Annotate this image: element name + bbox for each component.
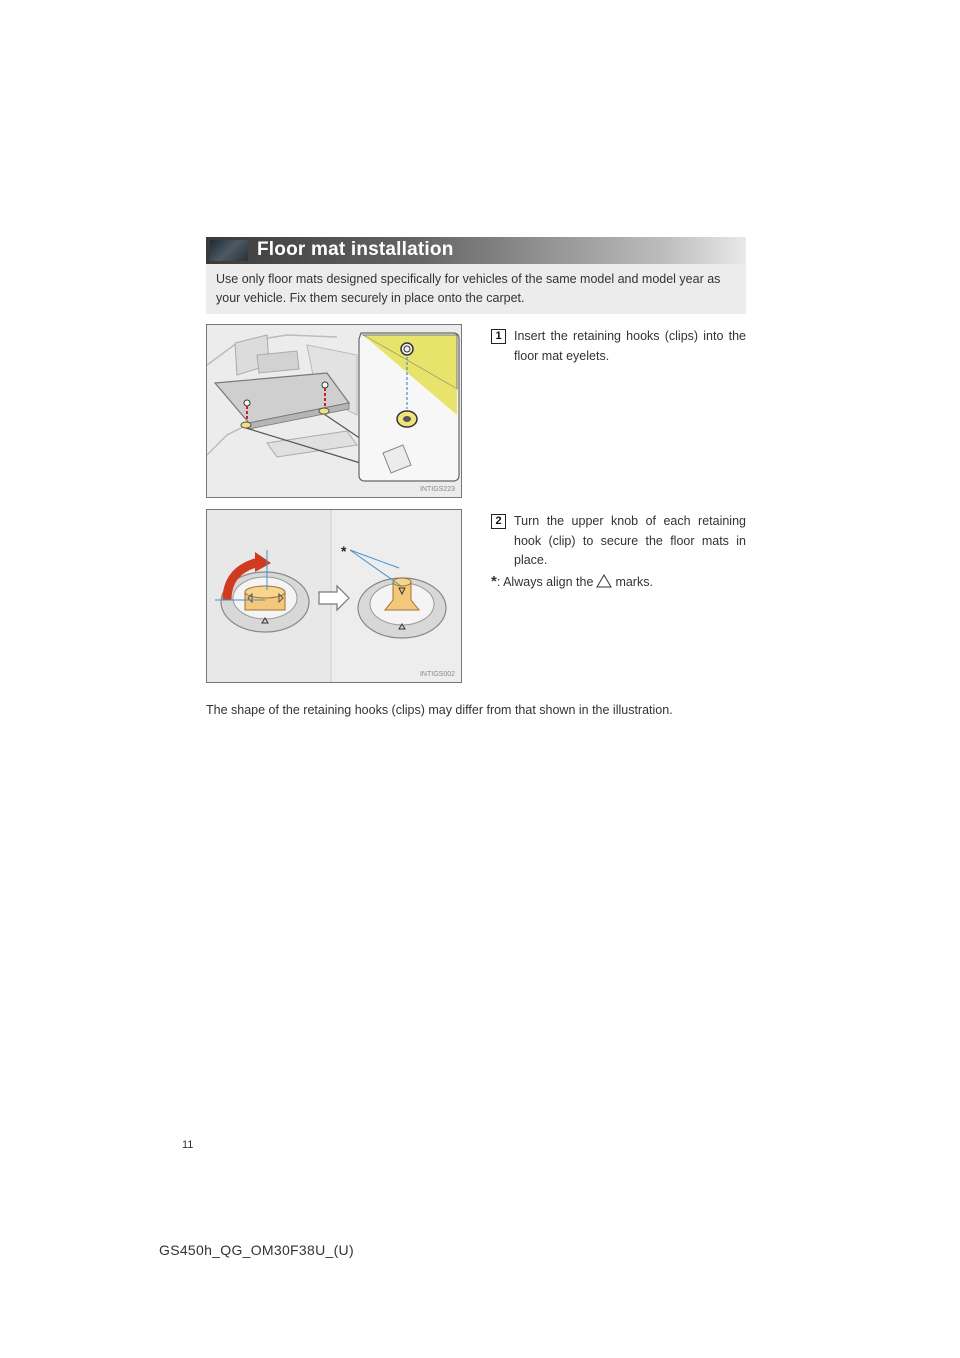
note-text-before: : Always align the <box>496 575 594 589</box>
step-text: Insert the retaining hooks (clips) into the floor mat eyelets. <box>514 329 746 363</box>
triangle-outline-icon <box>596 574 612 588</box>
figure-retaining-hook-knob <box>206 509 462 683</box>
figure-code: INTIGS002 <box>419 671 455 678</box>
step-1 <box>491 327 746 366</box>
page-number: 11 <box>182 1139 194 1151</box>
step-text: Turn the upper knob of each retaining hook (clip) to secure the floor mats in place. <box>514 514 746 567</box>
document-code: GS450h_QG_OM30F38U_(U) <box>159 1242 354 1258</box>
step-2 <box>491 512 746 571</box>
note-star: * <box>491 573 497 590</box>
header-thumbnail <box>210 240 248 261</box>
note-text-after: marks. <box>615 575 653 589</box>
section-title: Floor mat installation <box>257 239 454 260</box>
figure-star-marker: * <box>341 543 347 559</box>
intro-box: Use only floor mats designed specifically for vehicles of the same model and model year as your vehicle. Fix them securely in place onto the carpet. <box>206 264 746 314</box>
step-number: 1 <box>491 329 506 344</box>
figure-code: INTIGS223 <box>419 486 455 493</box>
section-header <box>206 237 746 264</box>
step-number: 2 <box>491 514 506 529</box>
figure-floor-mat-hooks <box>206 324 462 498</box>
alignment-note <box>491 573 653 590</box>
footnote: The shape of the retaining hooks (clips) may differ from that shown in the illustration. <box>206 703 673 717</box>
